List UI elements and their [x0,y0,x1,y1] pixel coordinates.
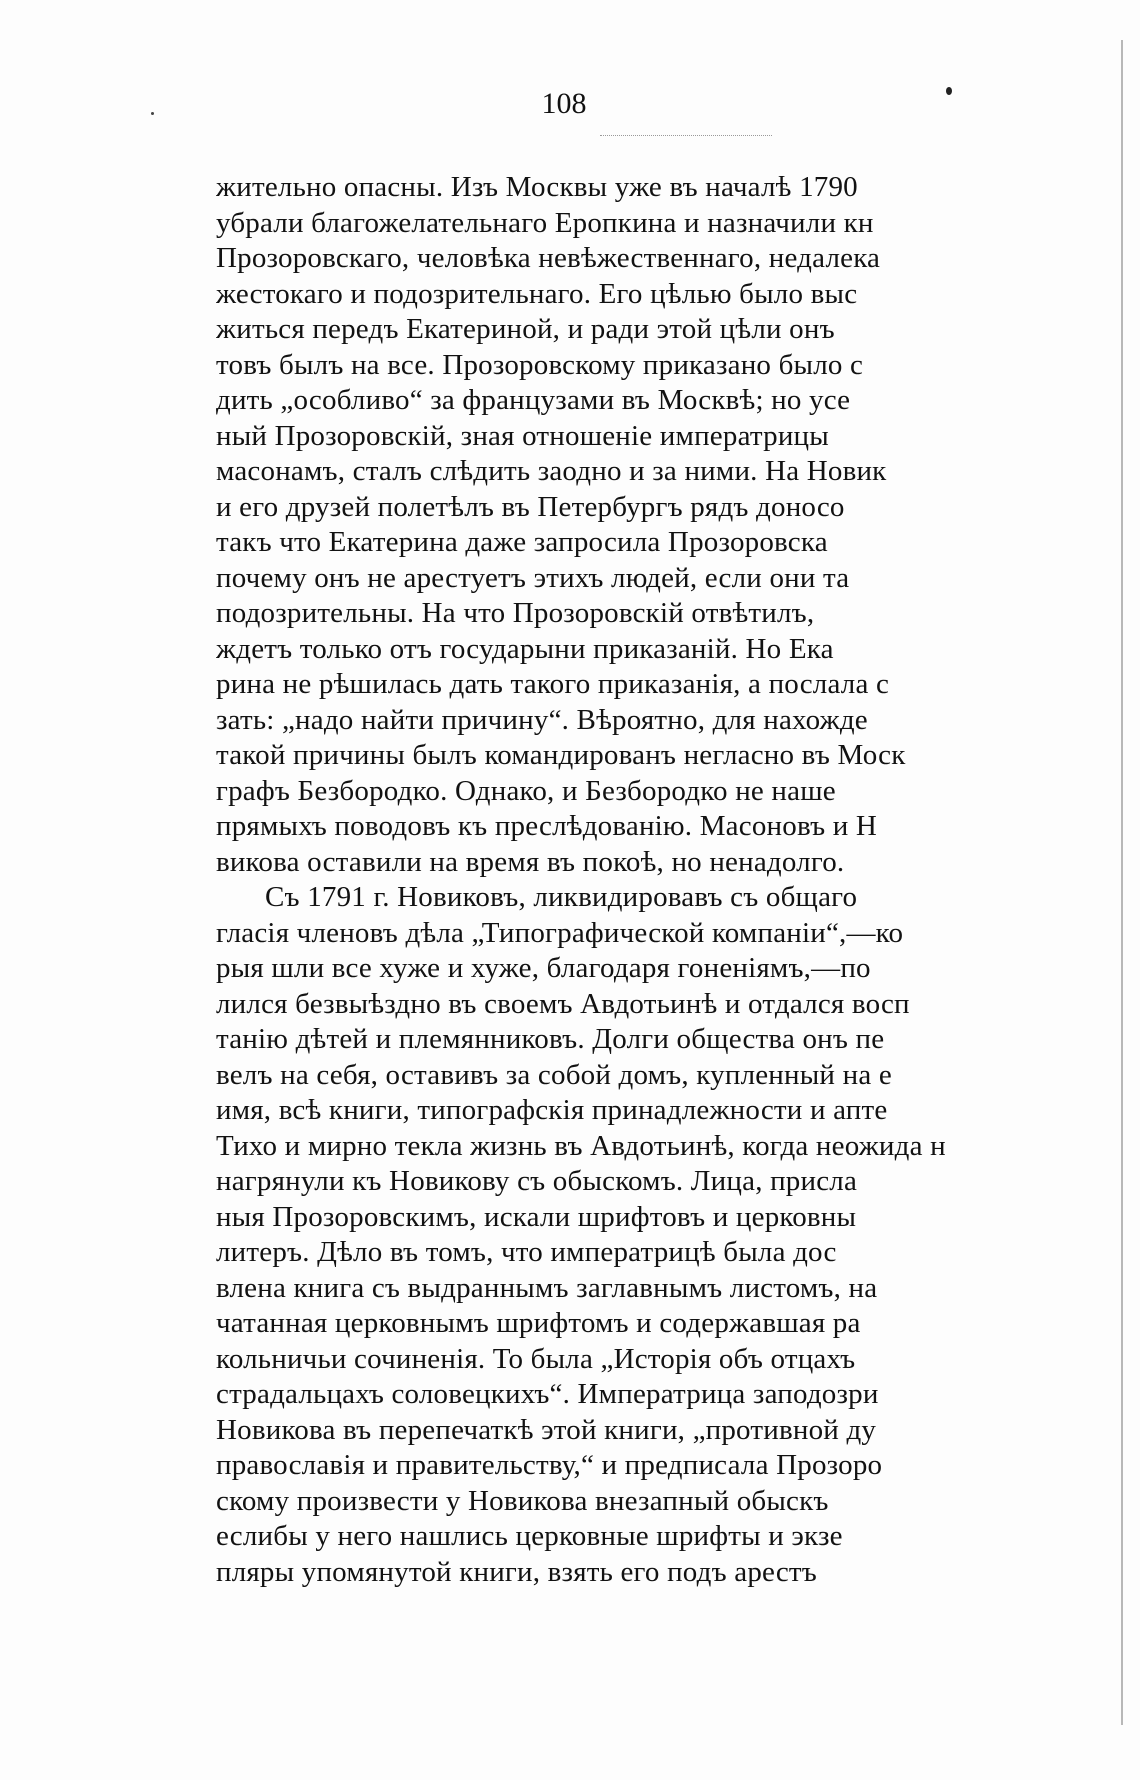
text-line: гласія членовъ дѣла „Типографической компаніи“,—ко [216,916,904,949]
text-line: прямыхъ поводовъ къ преслѣдованію. Масоновъ и Н [216,810,878,842]
text-line: страдальцахъ соловецкихъ“. Императрица заподозри [216,1378,879,1410]
text-line: дить „особливо“ за французами въ Москвѣ; но усе [216,384,851,416]
text-line: еслибы у него нашлись церковные шрифты и экзе [216,1520,843,1552]
text-line: Прозоровскаго, человѣка невѣжественнаго, недалека [216,242,881,274]
text-line: убрали благожелательнаго Еропкина и назначили кн [216,206,874,239]
text-line: почему онъ не арестуетъ этихъ людей, если они та [216,561,850,594]
text-line: велъ на себя, оставивъ за собой домъ, купленный на е [216,1058,892,1091]
text-line: зать: „надо найти причину“. Вѣроятно, для нахожде [216,703,868,736]
text-line: ныя Прозоровскимъ, искали шрифтовъ и церковны [216,1200,857,1233]
text-line: чатанная церковнымъ шрифтомъ и содержавшая ра [216,1307,861,1339]
text-line: житься передъ Екатериной, и ради этой цѣли онъ [216,313,835,345]
text-line: скому произвести у Новикова внезапный обыскъ [216,1484,829,1517]
text-line: лился безвыѣздно въ своемъ Авдотьинѣ и отдался восп [216,987,910,1020]
text-line: такой причины былъ командированъ негласно въ Моск [216,739,906,771]
text-line: и его друзей полетѣлъ въ Петербургъ рядъ доносо [216,490,845,523]
page-number: 108 [541,87,587,120]
text-line: Тихо и мирно текла жизнь въ Авдотьинѣ, когда неожида н [216,1129,946,1162]
page-edge [1121,40,1123,1725]
text-line: графъ Безбородко. Однако, и Безбородко не наше [216,774,836,807]
text-line: имя, всѣ книги, типографскія принадлежности и апте [216,1094,888,1126]
header-rule [600,135,772,136]
text-line: жительно опасны. Изъ Москвы уже въ началѣ 1790 [216,171,858,203]
text-line: ждетъ только отъ государыни приказаній. Но Ека [216,632,834,665]
text-line: влена книга съ выдраннымъ заглавнымъ листомъ, на [216,1271,878,1304]
text-line: пляры упомянутой книги, взять его подъ арестъ [216,1555,817,1588]
text-line: Новикова въ перепечаткѣ этой книги, „противной ду [216,1413,877,1446]
text-line: танію дѣтей и племянниковъ. Долги общества онъ пе [216,1023,885,1055]
text-line: литеръ. Дѣло въ томъ, что императрицѣ была дос [216,1236,837,1268]
body-text [216,170,1126,1630]
text-line: подозрительны. На что Прозоровскій отвѣтилъ, [216,597,815,629]
text-line: рыя шли все хуже и хуже, благодаря гоненіямъ,—по [216,952,871,984]
text-line: рина не рѣшилась дать такого приказанія, а послала с [216,668,890,700]
text-line: масонамъ, сталъ слѣдить заодно и за ними. На Новик [216,455,887,487]
text-line: товъ былъ на все. Прозоровскому приказано было с [216,348,864,381]
text-line: викова оставили на время въ покоѣ, но ненадолго. [216,845,845,878]
text-line: такъ что Екатерина даже запросила Прозоровска [216,526,828,558]
text-line: православія и правительству,“ и предписала Прозоро [216,1449,883,1481]
text-line: жестокаго и подозрительнаго. Его цѣлью было выс [216,277,858,310]
text-line: Съ 1791 г. Новиковъ, ликвидировавъ съ общаго [265,881,858,913]
text-line: кольничьи сочиненія. То была „Исторія объ отцахъ [216,1342,856,1375]
text-line: ный Прозоровскій, зная отношеніе императрицы [216,419,829,452]
text-line: нагрянули къ Новикову съ обыскомъ. Лица, присла [216,1165,858,1197]
